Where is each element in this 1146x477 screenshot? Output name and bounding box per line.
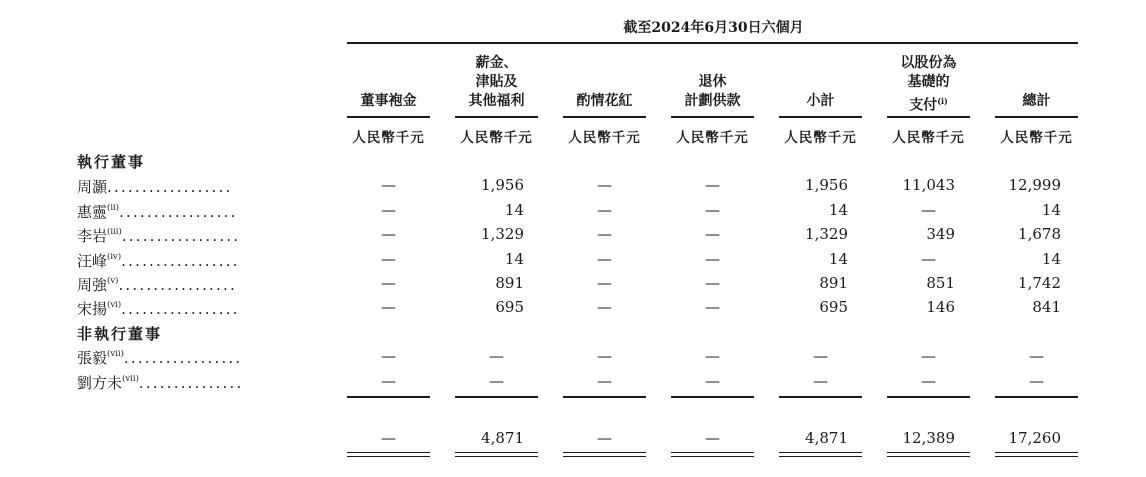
table-cell: 1,678 xyxy=(1018,225,1061,243)
column-header: 董事袍金 xyxy=(360,93,417,109)
table-cell: — xyxy=(1029,347,1044,365)
subtotal-rule xyxy=(995,396,1078,398)
column-header: 總計 xyxy=(1022,93,1051,109)
table-cell: — xyxy=(705,274,720,292)
table-cell: — xyxy=(705,201,720,219)
leader-dots: .................. xyxy=(107,178,233,196)
table-cell: 11,043 xyxy=(902,176,955,194)
column-header: 計劃供款 xyxy=(684,93,741,109)
table-cell: — xyxy=(1029,372,1044,390)
table-cell: — xyxy=(381,372,396,390)
column-header-rule xyxy=(347,116,430,118)
table-cell: — xyxy=(597,347,612,365)
table-cell: 14 xyxy=(828,250,848,268)
leader-dots: ................. xyxy=(119,203,238,221)
table-cell: 12,999 xyxy=(1008,176,1061,194)
subtotal-rule xyxy=(563,396,646,398)
director-name: 周灝 xyxy=(77,178,108,196)
table-cell: — xyxy=(705,429,720,447)
table-cell: 14 xyxy=(1041,250,1061,268)
table-cell: 695 xyxy=(819,298,848,316)
director-name-cell xyxy=(77,225,240,246)
column-unit: 人民幣千元 xyxy=(676,130,749,146)
director-note: (v) xyxy=(107,276,119,286)
table-cell: — xyxy=(489,347,504,365)
table-cell: — xyxy=(597,429,612,447)
director-note: (ii) xyxy=(107,203,120,213)
table-cell: — xyxy=(381,274,396,292)
table-cell: — xyxy=(921,250,936,268)
column-header-rule xyxy=(779,116,862,118)
table-cell: — xyxy=(381,250,396,268)
table-cell: — xyxy=(813,372,828,390)
column-header: 其他福利 xyxy=(468,93,525,109)
table-cell: — xyxy=(705,372,720,390)
column-header: 支付$^{(i)}$ xyxy=(909,96,948,114)
table-cell: 1,742 xyxy=(1018,274,1061,292)
table-cell: — xyxy=(597,372,612,390)
table-cell: — xyxy=(705,225,720,243)
total-double-rule xyxy=(995,452,1078,457)
director-name-cell xyxy=(77,176,232,197)
table-cell: 12,389 xyxy=(902,429,955,447)
table-cell: — xyxy=(381,347,396,365)
total-double-rule xyxy=(779,452,862,457)
section-title: 執行董事 xyxy=(77,153,146,171)
column-unit: 人民幣千元 xyxy=(784,130,857,146)
column-header-rule xyxy=(563,116,646,118)
table-cell: — xyxy=(813,347,828,365)
table-cell: — xyxy=(597,298,612,316)
table-cell: — xyxy=(705,176,720,194)
table-cell: — xyxy=(597,201,612,219)
table-cell: 695 xyxy=(495,298,524,316)
column-header-rule xyxy=(995,116,1078,118)
table-cell: — xyxy=(381,201,396,219)
column-header-note: (i) xyxy=(937,96,948,106)
subtotal-rule xyxy=(455,396,538,398)
period-title: 截至2024年6月30日六個月 xyxy=(623,20,804,36)
column-header: 以股份為 xyxy=(900,55,957,71)
table-cell: — xyxy=(705,347,720,365)
director-note: (iii) xyxy=(107,227,122,237)
table-cell: 14 xyxy=(504,201,524,219)
table-cell: — xyxy=(597,274,612,292)
director-name-cell xyxy=(77,250,240,271)
header-rule xyxy=(347,42,1078,44)
table-cell: — xyxy=(381,176,396,194)
column-header-rule xyxy=(455,116,538,118)
leader-dots: ................. xyxy=(121,227,241,245)
total-double-rule xyxy=(887,452,970,457)
table-cell: 14 xyxy=(828,201,848,219)
table-cell: — xyxy=(489,372,504,390)
table-cell: — xyxy=(381,225,396,243)
director-name-cell xyxy=(77,298,240,319)
table-cell: 891 xyxy=(495,274,524,292)
table-cell: 1,329 xyxy=(481,225,524,243)
table-cell: 841 xyxy=(1032,298,1061,316)
table-cell: — xyxy=(597,176,612,194)
column-header: 津貼及 xyxy=(475,74,518,90)
leader-dots: ................. xyxy=(121,300,240,318)
director-note: (vi) xyxy=(107,300,122,310)
section-title: 非執行董事 xyxy=(77,325,163,343)
director-name-cell xyxy=(77,347,242,368)
table-cell: 1,956 xyxy=(481,176,524,194)
column-unit: 人民幣千元 xyxy=(352,130,425,146)
column-unit: 人民幣千元 xyxy=(460,130,533,146)
subtotal-rule xyxy=(671,396,754,398)
total-double-rule xyxy=(563,452,646,457)
table-cell: — xyxy=(705,250,720,268)
director-note: (vii) xyxy=(122,374,139,384)
director-name: 惠靈 xyxy=(77,203,108,221)
table-cell: 1,956 xyxy=(805,176,848,194)
table-cell: — xyxy=(597,225,612,243)
table-cell: 14 xyxy=(1041,201,1061,219)
subtotal-rule xyxy=(347,396,430,398)
director-note: (iv) xyxy=(107,252,122,262)
column-header: 退休 xyxy=(698,74,727,90)
column-header: 小計 xyxy=(806,93,835,109)
table-cell: 349 xyxy=(926,225,955,243)
table-cell: — xyxy=(921,347,936,365)
column-header: 酌情花紅 xyxy=(576,93,633,109)
director-name-cell xyxy=(77,274,237,295)
table-cell: 4,871 xyxy=(481,429,524,447)
leader-dots: ................. xyxy=(123,349,243,367)
column-unit: 人民幣千元 xyxy=(892,130,965,146)
column-header: 基礎的 xyxy=(907,74,950,90)
table-cell: — xyxy=(921,372,936,390)
director-name: 汪峰 xyxy=(77,252,108,270)
director-name: 宋揚 xyxy=(77,300,108,318)
column-unit: 人民幣千元 xyxy=(1000,130,1073,146)
column-unit: 人民幣千元 xyxy=(568,130,641,146)
director-name-cell xyxy=(77,201,238,222)
table-cell: — xyxy=(381,298,396,316)
leader-dots: ............... xyxy=(138,374,244,392)
table-cell: — xyxy=(381,429,396,447)
table-cell: — xyxy=(921,201,936,219)
table-cell: 146 xyxy=(926,298,955,316)
table-cell: — xyxy=(705,298,720,316)
table-cell: 1,329 xyxy=(805,225,848,243)
director-name: 張毅 xyxy=(77,349,108,367)
total-double-rule xyxy=(671,452,754,457)
column-header-rule xyxy=(671,116,754,118)
subtotal-rule xyxy=(887,396,970,398)
director-name: 李岩 xyxy=(77,227,108,245)
column-header-rule xyxy=(887,116,970,118)
director-name: 周強 xyxy=(77,276,108,294)
table-cell: 4,871 xyxy=(805,429,848,447)
director-note: (vii) xyxy=(107,349,124,359)
table-cell: 891 xyxy=(819,274,848,292)
column-header: 薪金、 xyxy=(475,55,518,71)
total-double-rule xyxy=(455,452,538,457)
leader-dots: ................. xyxy=(121,252,240,270)
table-cell: — xyxy=(597,250,612,268)
leader-dots: ................. xyxy=(118,276,237,294)
total-double-rule xyxy=(347,452,430,457)
director-name-cell xyxy=(77,372,243,393)
director-name: 劉方未 xyxy=(77,374,123,392)
table-cell: 851 xyxy=(926,274,955,292)
table-cell: 17,260 xyxy=(1008,429,1061,447)
subtotal-rule xyxy=(779,396,862,398)
table-cell: 14 xyxy=(504,250,524,268)
